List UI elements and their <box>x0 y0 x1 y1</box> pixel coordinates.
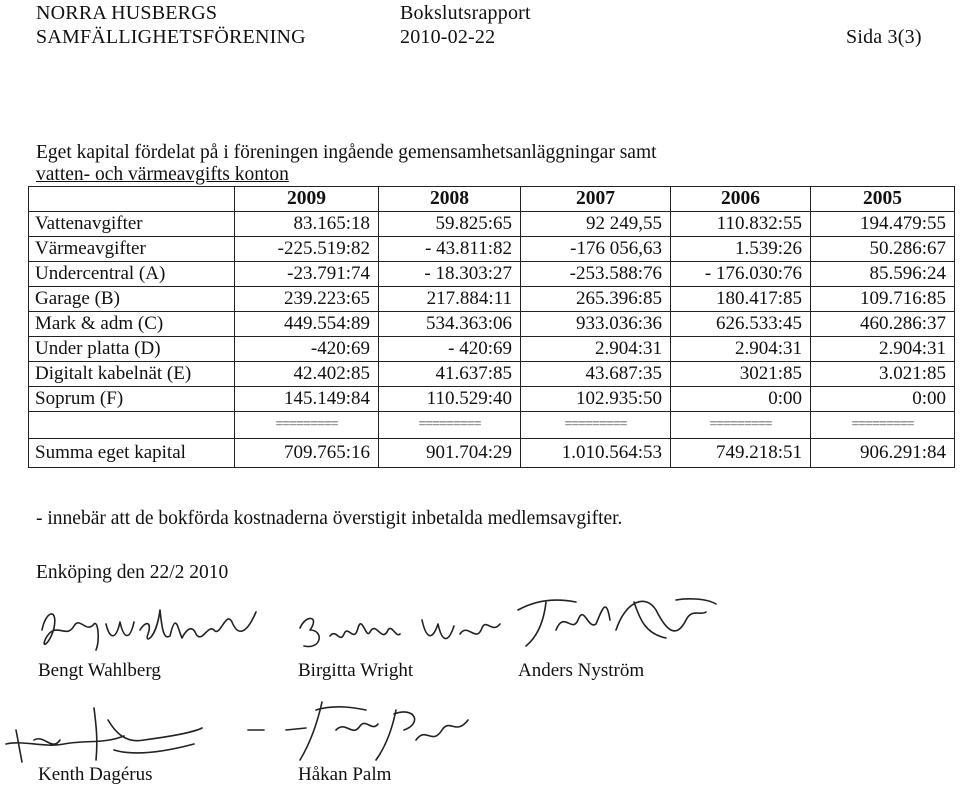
signatory-name: Bengt Wahlberg <box>38 660 161 681</box>
row-label: Garage (B) <box>29 287 235 312</box>
document-date: 2010-02-22 <box>400 26 496 48</box>
signatory-name: Håkan Palm <box>298 764 392 785</box>
value-cell: 460.286:37 <box>811 312 955 337</box>
document-type: Bokslutsrapport <box>400 2 531 24</box>
value-cell: 626.533:45 <box>671 312 811 337</box>
value-cell: -225.519:82 <box>235 237 379 262</box>
year-header: 2007 <box>521 187 671 212</box>
value-cell: 2.904:31 <box>671 337 811 362</box>
year-header: 2009 <box>235 187 379 212</box>
value-cell: -23.791:74 <box>235 262 379 287</box>
row-label: Under platta (D) <box>29 337 235 362</box>
row-label: Vattenavgifter <box>29 212 235 237</box>
table-row <box>29 362 955 387</box>
year-header: 2005 <box>811 187 955 212</box>
signatory-name: Kenth Dagérus <box>38 764 153 785</box>
total-value: 1.010.564:53 <box>521 439 671 468</box>
table-row <box>29 237 955 262</box>
value-cell: 933.036:36 <box>521 312 671 337</box>
table-row <box>29 262 955 287</box>
value-cell: 50.286:67 <box>811 237 955 262</box>
value-cell: - 43.811:82 <box>379 237 521 262</box>
value-cell: 0:00 <box>811 387 955 412</box>
value-cell: 83.165:18 <box>235 212 379 237</box>
total-label: Summa eget kapital <box>29 439 235 468</box>
value-cell: 0:00 <box>671 387 811 412</box>
page-number: Sida 3(3) <box>846 26 922 48</box>
year-header-row <box>29 187 955 212</box>
signature-bengt-wahlberg <box>36 600 266 660</box>
value-cell: 92 249,55 <box>521 212 671 237</box>
table-row <box>29 287 955 312</box>
separator-cell: ========= <box>521 412 671 439</box>
value-cell: -176 056,63 <box>521 237 671 262</box>
footnote: - innebär att de bokförda kostnaderna överstigit inbetalda medlemsavgifter. <box>36 508 623 529</box>
table-row <box>29 337 955 362</box>
org-name-line1: NORRA HUSBERGS <box>36 2 218 24</box>
value-cell: 2.904:31 <box>811 337 955 362</box>
separator-row <box>29 412 955 439</box>
row-label: Undercentral (A) <box>29 262 235 287</box>
value-cell: 534.363:06 <box>379 312 521 337</box>
value-cell: - 18.303:27 <box>379 262 521 287</box>
total-row <box>29 439 955 468</box>
signature-anders-nystrom <box>516 590 726 660</box>
value-cell: 194.479:55 <box>811 212 955 237</box>
row-label: Värmeavgifter <box>29 237 235 262</box>
value-cell: 3021:85 <box>671 362 811 387</box>
value-cell: 59.825:65 <box>379 212 521 237</box>
total-value: 749.218:51 <box>671 439 811 468</box>
value-cell: 102.935:50 <box>521 387 671 412</box>
value-cell: 42.402:85 <box>235 362 379 387</box>
table-row <box>29 212 955 237</box>
signature-hakan-palm <box>246 690 486 770</box>
row-label: Soprum (F) <box>29 387 235 412</box>
signature-kenth-dagerus <box>4 700 204 770</box>
value-cell: 43.687:35 <box>521 362 671 387</box>
org-name-line2: SAMFÄLLIGHETSFÖRENING <box>36 26 306 48</box>
total-value: 709.765:16 <box>235 439 379 468</box>
total-value: 901.704:29 <box>379 439 521 468</box>
row-label: Digitalt kabelnät (E) <box>29 362 235 387</box>
separator-cell: ========= <box>379 412 521 439</box>
value-cell: - 176.030:76 <box>671 262 811 287</box>
intro-line2: vatten- och värmeavgifts konton <box>36 164 289 185</box>
equity-table <box>28 186 955 468</box>
table-row <box>29 387 955 412</box>
place-date: Enköping den 22/2 2010 <box>36 562 229 583</box>
value-cell: 110.832:55 <box>671 212 811 237</box>
row-label: Mark & adm (C) <box>29 312 235 337</box>
value-cell: 85.596:24 <box>811 262 955 287</box>
separator-cell: ========= <box>671 412 811 439</box>
intro-line1: Eget kapital fördelat på i föreningen ingående gemensamhetsanläggningar samt <box>36 142 657 163</box>
separator-label-cell <box>29 412 235 439</box>
signatory-name: Birgitta Wright <box>298 660 414 681</box>
value-cell: 3.021:85 <box>811 362 955 387</box>
value-cell: 217.884:11 <box>379 287 521 312</box>
value-cell: 265.396:85 <box>521 287 671 312</box>
total-value: 906.291:84 <box>811 439 955 468</box>
signature-birgitta-wright <box>296 604 526 660</box>
value-cell: 110.529:40 <box>379 387 521 412</box>
year-header: 2008 <box>379 187 521 212</box>
value-cell: 449.554:89 <box>235 312 379 337</box>
value-cell: -253.588:76 <box>521 262 671 287</box>
value-cell: 239.223:65 <box>235 287 379 312</box>
value-cell: - 420:69 <box>379 337 521 362</box>
table-row <box>29 312 955 337</box>
value-cell: 145.149:84 <box>235 387 379 412</box>
label-header-cell <box>29 187 235 212</box>
value-cell: 41.637:85 <box>379 362 521 387</box>
value-cell: 109.716:85 <box>811 287 955 312</box>
value-cell: 2.904:31 <box>521 337 671 362</box>
value-cell: 1.539:26 <box>671 237 811 262</box>
signatory-name: Anders Nyström <box>518 660 645 681</box>
value-cell: -420:69 <box>235 337 379 362</box>
year-header: 2006 <box>671 187 811 212</box>
separator-cell: ========= <box>811 412 955 439</box>
value-cell: 180.417:85 <box>671 287 811 312</box>
separator-cell: ========= <box>235 412 379 439</box>
